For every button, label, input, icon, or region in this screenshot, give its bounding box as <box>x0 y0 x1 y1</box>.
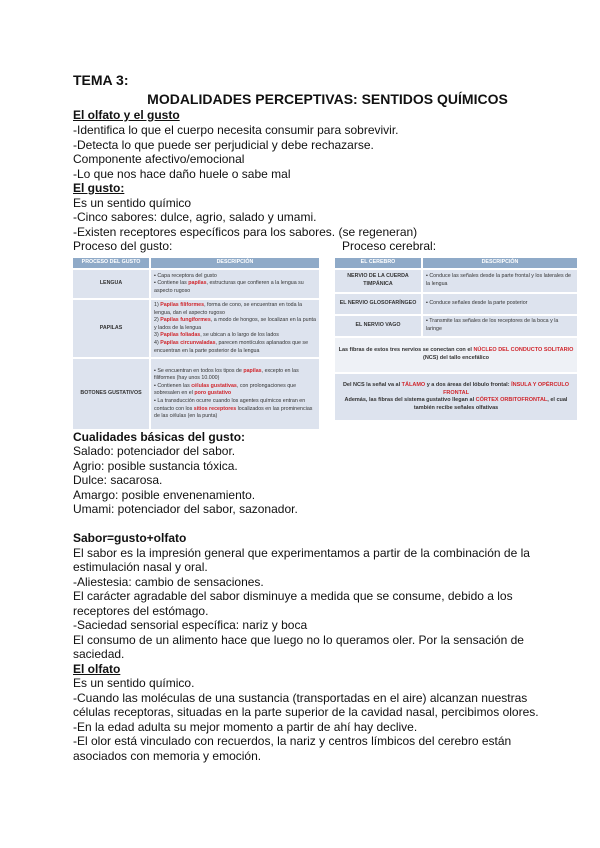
cell-item: ▪ Transmite las señales de los receptores de la boca y la laringe <box>426 318 574 333</box>
text-line: asociados con memoria y emoción. <box>73 749 262 763</box>
text-line: El consumo de un alimento hace que luego no lo queramos oler. Por la sensación de <box>73 633 524 647</box>
text-line: -Identifica lo que el cuerpo necesita consumir para sobrevivir. <box>73 123 399 137</box>
row-label: EL NERVIO GLOSOFARÍNGEO <box>335 294 421 314</box>
text-line: -Lo que nos hace daño huele o sabe mal <box>73 167 291 181</box>
text-line: -Cinco sabores: dulce, agrio, salado y umami. <box>73 210 317 224</box>
row-label: BOTONES GUSTATIVOS <box>73 359 149 429</box>
cell-item: 4) Papilas circunvaladas, parecen montículos aplanados que se encuentran en la parte posterior de la lengua <box>154 339 309 354</box>
column-header: EL CEREBRO <box>335 258 421 268</box>
doc-subtitle: MODALIDADES PERCEPTIVAS: SENTIDOS QUÍMICOS <box>147 91 508 107</box>
cell-item: ▪ Conduce las señales desde la parte frontal y los laterales de la lengua <box>426 273 574 288</box>
text-line: Umami: potenciador del sabor, sazonador. <box>73 502 298 516</box>
table-row <box>335 316 577 336</box>
cell-item: ▪ La transducción ocurre cuando los agentes químicos entran en contacto con los sitios receptores localizados en las prominencias de las células (en la punta) <box>154 398 316 421</box>
table-note: Las fibras de estos tres nervios se conectan con el NÚCLEO DEL CONDUCTO SOLITARIO (NCS) del tallo encefálico <box>335 338 577 372</box>
cell-item: ▪ Contiene las papilas, estructuras que confieren a la lengua su aspecto rugoso <box>154 280 316 295</box>
section-heading: El olfato <box>73 662 121 676</box>
doc-title: TEMA 3: <box>73 72 129 88</box>
cell-item: ▪ Se encuentran en todos los tipos de papilas, excepto en las filiformes (hay unos 10.000) <box>154 368 316 383</box>
cell-item: 3) Papilas foliadas, se ubican a lo largo de los lados <box>154 332 279 339</box>
cell-item: 1) Papilas filiformes, forma de cono, se encuentran en toda la lengua, dan el aspecto rugoso <box>154 302 303 316</box>
caption: Proceso del gusto: <box>73 239 173 253</box>
row-label: PAPILAS <box>73 300 149 357</box>
text-line: El carácter agradable del sabor disminuye a medida que se consume, debido a los <box>73 589 513 603</box>
row-label: LENGUA <box>73 270 149 298</box>
column-header: DESCRIPCIÓN <box>423 258 577 268</box>
section-heading: El olfato y el gusto <box>73 108 180 122</box>
caption: Proceso cerebral: <box>342 239 437 253</box>
text-line: Es un sentido químico <box>73 196 192 210</box>
text-line: Es un sentido químico. <box>73 676 195 690</box>
column-header: DESCRIPCIÓN <box>151 258 319 268</box>
section-heading: El gusto: <box>73 181 125 195</box>
row-label: NERVIO DE LA CUERDA TIMPÁNICA <box>335 270 421 292</box>
text-line: -Saciedad sensorial específica: nariz y boca <box>73 618 308 632</box>
text-line: Agrio: posible sustancia tóxica. <box>73 459 238 473</box>
text-line: Salado: potenciador del sabor. <box>73 444 236 458</box>
text-line: células receptoras, situadas en la parte superior de la cavidad nasal, percibimos olores. <box>73 705 539 719</box>
table-note: Del NCS la señal va al TÁLAMO y a dos áreas del lóbulo frontal: ÍNSULA Y OPÉRCULO FRONTAL <box>342 382 570 396</box>
text-line: -El olor está vinculado con recuerdos, la nariz y centros límbicos del cerebro están <box>73 734 512 748</box>
table-row <box>73 359 319 429</box>
text-line: estimulación nasal y oral. <box>73 560 208 574</box>
text-line: -En la edad adulta su mejor momento a partir de ahí hay declive. <box>73 720 418 734</box>
cell-item: ▪ Capa receptora del gusto <box>154 273 316 281</box>
cell-item: ▪ Conduce señales desde la parte posterior <box>426 300 574 308</box>
text-line: El sabor es la impresión general que experimentamos a partir de la combinación de la <box>73 546 530 560</box>
text-line: -Detecta lo que puede ser perjudicial y debe rechazarse. <box>73 138 374 152</box>
text-line: -Existen receptores específicos para los sabores. (se regeneran) <box>73 225 418 239</box>
table-row <box>335 294 577 314</box>
text-line: Componente afectivo/emocional <box>73 152 245 166</box>
section-heading: Sabor=gusto+olfato <box>73 531 187 545</box>
table-note: Además, las fibras del sistema gustativo llegan al CÓRTEX ORBITOFRONTAL, el cual también recibe señales olfativas <box>344 397 568 411</box>
table-row <box>335 270 577 292</box>
column-header: PROCESO DEL GUSTO <box>73 258 149 268</box>
taste-process-table <box>71 256 321 431</box>
table-row <box>73 270 319 298</box>
cell-item: ▪ Contienen las células gustativas, con prolongaciones que sobresalen en el poro gustativo <box>154 383 316 398</box>
text-line: -Aliestesia: cambio de sensaciones. <box>73 575 264 589</box>
text-line: Amargo: posible envenenamiento. <box>73 488 256 502</box>
brain-process-table <box>333 256 579 422</box>
table-row <box>73 300 319 357</box>
text-line: receptores del estómago. <box>73 604 209 618</box>
cell-item: 2) Papilas fungiformes, a modo de hongos, se localizan en la punta y lados de la lengua <box>154 317 316 331</box>
row-label: EL NERVIO VAGO <box>335 316 421 336</box>
text-line: Dulce: sacarosa. <box>73 473 163 487</box>
section-heading: Cualidades básicas del gusto: <box>73 430 246 444</box>
text-line: saciedad. <box>73 647 125 661</box>
text-line: -Cuando las moléculas de una sustancia (transportadas en el aire) alcanzan nuestras <box>73 691 528 705</box>
